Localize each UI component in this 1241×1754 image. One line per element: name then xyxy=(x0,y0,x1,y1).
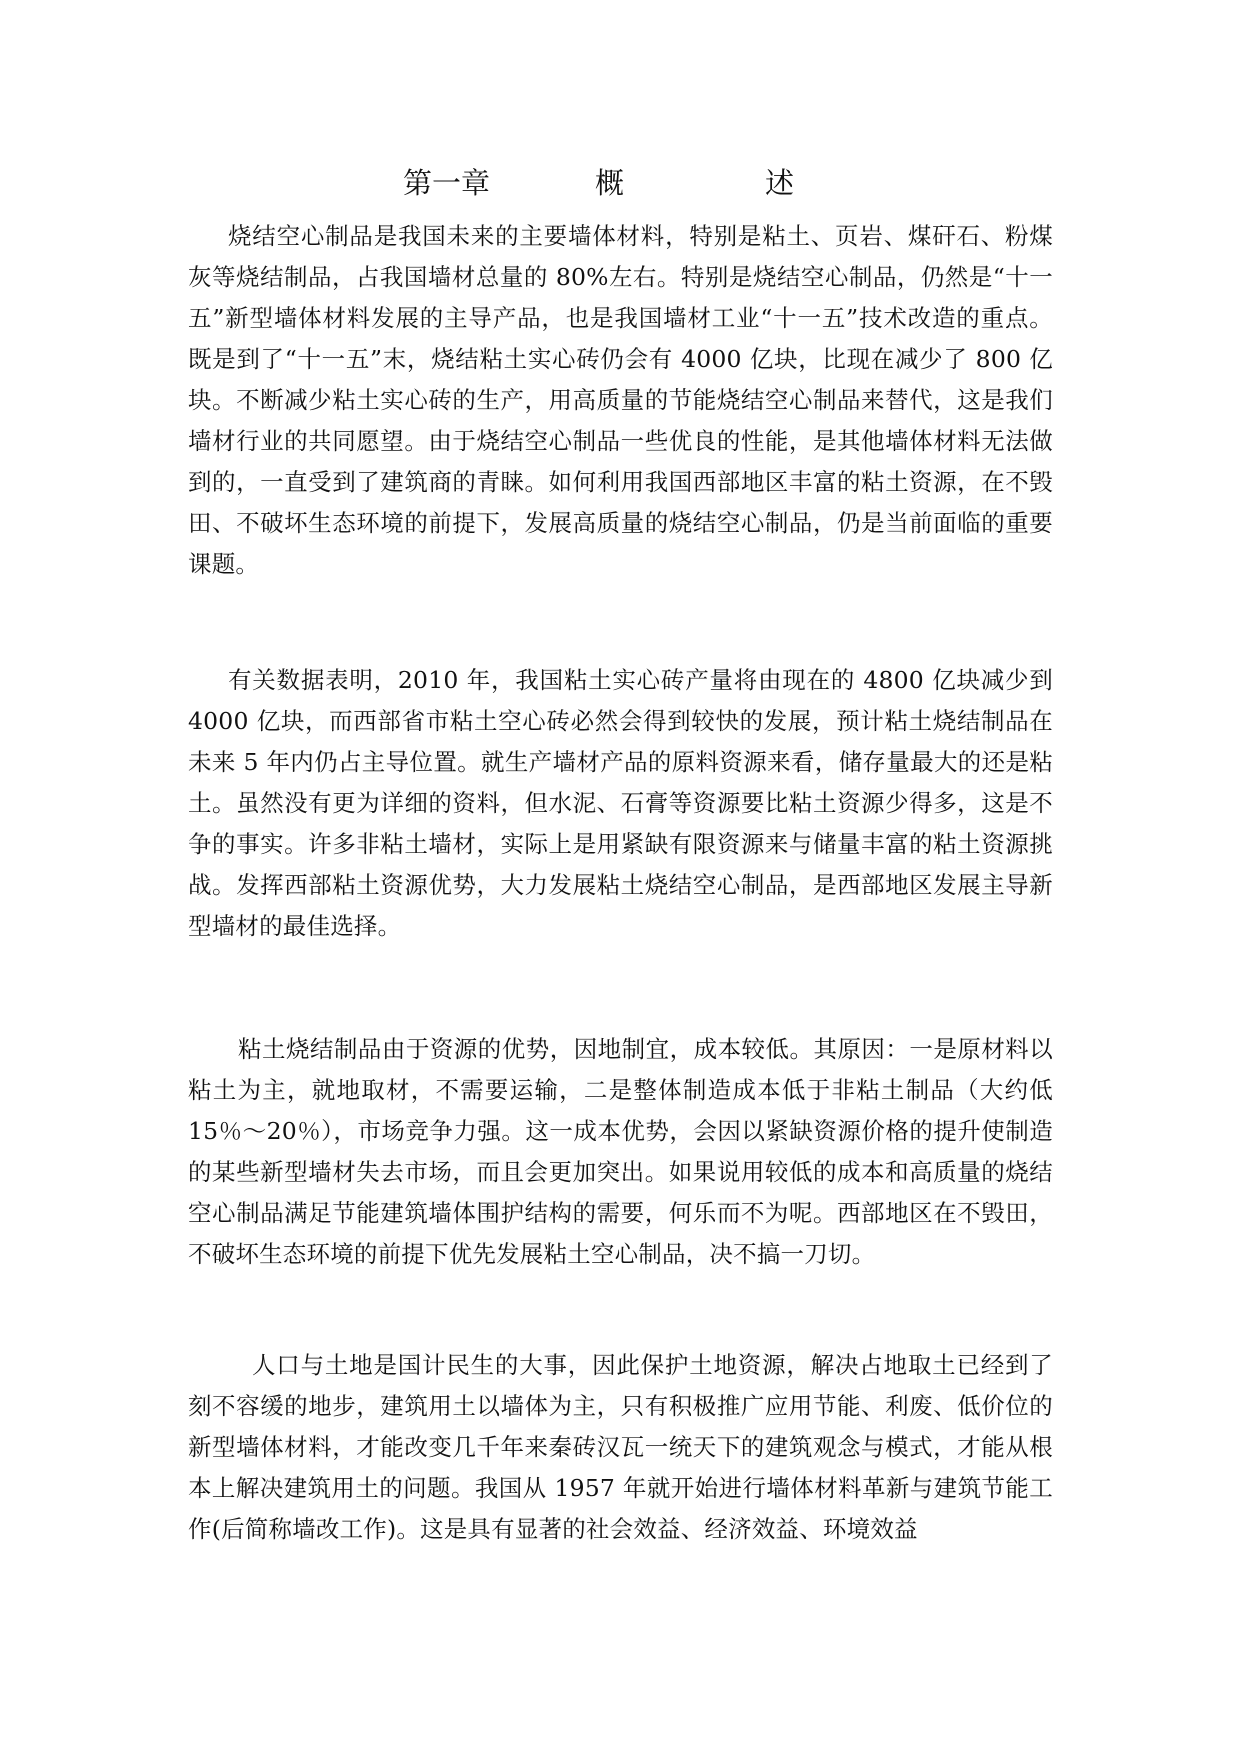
body-paragraph: 粘土烧结制品由于资源的优势，因地制宜，成本较低。其原因：一是原材料以粘土为主，就地取材，不需要运输，二是整体制造成本低于非粘土制品（大约低 15％～20％），市场竞争力强。这一成本优势，会因以紧缺资源价格的提升使制造的某些新型墙材失去市场，而且会更加突出。如果说用较低的成本和高质量的烧结空心制品满足节能建筑墙体围护结构的需要，何乐而不为呢。西部地区在不毁田，不破坏生态环境的前提下优先发展粘土空心制品，决不搞一刀切。 xyxy=(188,1035,1053,1268)
chapter-title-char: 概 xyxy=(595,166,625,200)
body-paragraph: 有关数据表明，2010 年，我国粘土实心砖产量将由现在的 4800 亿块减少到 4000 亿块，而西部省市粘土空心砖必然会得到较快的发展，预计粘土烧结制品在未来 5 年内仍占主导位置。就生产墙材产品的原料资源来看，储存量最大的还是粘土。虽然没有更为详细的资料，但水泥、石膏等资源要比粘土资源少得多，这是不争的事实。许多非粘土墙材，实际上是用紧缺有限资源来与储量丰富的粘土资源挑战。发挥西部粘土资源优势，大力发展粘土烧结空心制品，是西部地区发展主导新型墙材的最佳选择。 xyxy=(188,666,1053,940)
chapter-title-char: 述 xyxy=(765,166,795,200)
body-paragraph: 烧结空心制品是我国未来的主要墙体材料，特别是粘土、页岩、煤矸石、粉煤灰等烧结制品，占我国墙材总量的 80%左右。特别是烧结空心制品，仍然是“十一五”新型墙体材料发展的主导产品，也是我国墙材工业“十一五”技术改造的重点。既是到了“十一五”末，烧结粘土实心砖仍会有 4000 亿块，比现在减少了 800 亿块。不断减少粘土实心砖的生产，用高质量的节能烧结空心制品来替代，这是我们墙材行业的共同愿望。由于烧结空心制品一些优良的性能，是其他墙体材料无法做到的，一直受到了建筑商的青睐。如何利用我国西部地区丰富的粘土资源，在不毁田、不破坏生态环境的前提下，发展高质量的烧结空心制品，仍是当前面临的重要课题。 xyxy=(188,222,1053,578)
body-paragraph: 人口与土地是国计民生的大事，因此保护土地资源，解决占地取土已经到了刻不容缓的地步，建筑用土以墙体为主，只有积极推广应用节能、利废、低价位的新型墙体材料，才能改变几千年来秦砖汉瓦一统天下的建筑观念与模式，才能从根本上解决建筑用土的问题。我国从 1957 年就开始进行墙体材料革新与建筑节能工作(后简称墙改工作)。这是具有显著的社会效益、经济效益、环境效益 xyxy=(188,1351,1053,1543)
chapter-title xyxy=(403,160,823,206)
chapter-number: 第一章 xyxy=(403,166,491,200)
